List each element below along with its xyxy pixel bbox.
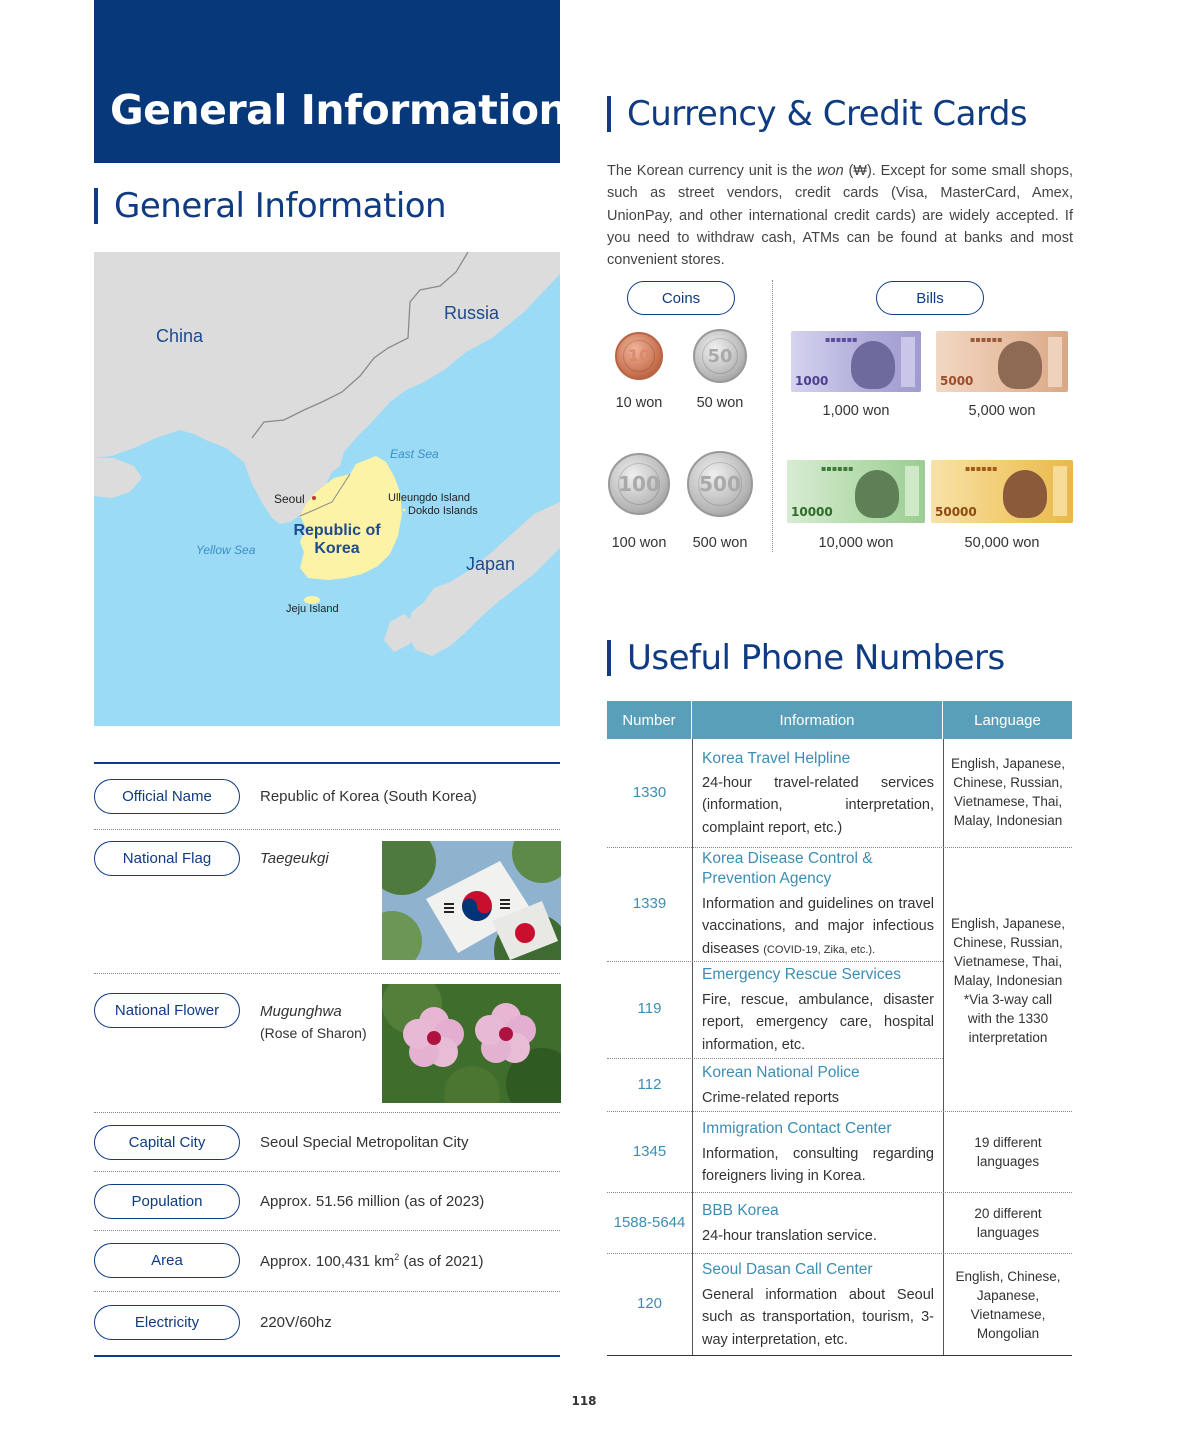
header-language: Language [974,711,1041,729]
languages-group [944,914,1072,1047]
area-value-post: (as of 2021) [399,1253,484,1270]
map-label-korea [290,522,384,558]
language-line: Malay, Indonesian [953,973,1063,988]
phone-number-1339: 1339 [632,895,667,912]
map-label-japan: Japan [466,554,516,574]
bill-50000-portrait [1003,470,1047,518]
service-desc-bbb: 24-hour translation service. [702,1228,877,1244]
service-name-119: Emergency Rescue Services [702,966,901,983]
coin-500-face: 500 [698,462,743,507]
language-line: with the 1330 [967,1011,1049,1026]
bill-50000-text: ▪▪▪▪▪▪ [965,464,998,473]
coin-10 [615,332,663,380]
service-desc-1339 [702,893,934,961]
bill-50000-face: 50000 [935,505,977,519]
header-information: Information [692,701,943,739]
national-flag-label: National Flag [94,841,240,876]
service-name-1339-line2: Prevention Agency [702,870,832,887]
coin-10-caption: 10 won [615,395,663,411]
official-name-value: Republic of Korea (South Korea) [260,788,477,805]
heading-bar [607,640,611,676]
phone-table-header [607,701,1072,739]
coin-100-face: 100 [618,463,660,505]
title-banner [94,0,568,163]
language-line: interpretation [968,1030,1048,1045]
coin-100-caption: 100 won [611,535,667,551]
info-separator [94,1171,560,1172]
national-flower-sub: (Rose of Sharon) [260,1025,367,1041]
map-label-jeju: Jeju Island [286,603,339,615]
bill-1000-face: 1000 [795,374,829,388]
coin-500-caption: 500 won [692,535,748,551]
national-flower-label: National Flower [94,993,240,1028]
service-desc-112: Crime-related reports [702,1090,839,1106]
phone-number-112: 112 [637,1076,662,1093]
info-top-rule [94,762,560,764]
area-label: Area [94,1243,240,1278]
bill-10000-text: ▪▪▪▪▪▪ [821,464,854,473]
service-desc-120: General information about Seoul such as transportation, tourism, 3-way interpretation, etc. [702,1287,934,1348]
languages-1330 [944,754,1072,830]
info-separator [94,1291,560,1292]
language-line: *Via 3-way call [963,992,1053,1007]
bill-5000 [936,331,1068,392]
map-label-china: China [156,326,204,346]
flower-photo [382,984,561,1103]
service-desc-1339-main: Information and guidelines on travel vaccinations, and major infectious diseases [702,896,934,957]
language-line: Vietnamese, Thai, [953,794,1063,809]
row-separator [607,1192,1072,1193]
currency-intro-rest: (₩). Except for some small shops, such as street vendors, credit cards (Visa, MasterCard, Amex, UnionPay, and other international credit cards) are widely accepted. If you need to withdraw cash, ATMs can be found at banks and most convenient stores. [607,163,1073,269]
bill-10000-band [905,466,919,516]
row-separator [607,1058,943,1059]
service-name-1339 [702,849,873,889]
map-label-korea-line2: Korea [314,540,360,557]
language-line: Malay, Indonesian [953,813,1063,828]
currency-intro-start: The Korean currency unit is the [607,163,818,179]
language-line: 20 different [974,1206,1042,1221]
info-separator [94,1112,560,1113]
table-bottom-rule [607,1355,1072,1356]
service-name-bbb: BBB Korea [702,1202,779,1219]
header-number: Number [607,701,692,739]
service-name-1345: Immigration Contact Center [702,1120,892,1137]
language-line: languages [976,1225,1040,1240]
bills-label: Bills [876,281,984,315]
area-value-sup: 2 [394,1252,400,1262]
service-desc-1339-small: (COVID-19, Zika, etc.). [763,943,876,956]
bill-10000-face: 10000 [791,505,833,519]
bill-5000-face: 5000 [940,374,974,388]
coin-50-face: 50 [702,338,738,374]
phones-heading [607,638,1005,678]
phone-number-1345: 1345 [632,1143,667,1160]
phone-number-119: 119 [637,1000,662,1017]
bill-1000-portrait [851,341,895,389]
table-col-line [692,739,693,1356]
language-line: Chinese, Russian, [953,935,1063,950]
phone-number-120: 120 [636,1295,663,1312]
national-flag-value: Taegeukgi [260,850,329,867]
language-line: Chinese, Russian, [953,775,1063,790]
capital-city-value: Seoul Special Metropolitan City [260,1134,469,1151]
coin-100 [608,453,670,515]
bill-1000 [791,331,921,392]
row-separator [607,1111,1072,1112]
capital-city-label: Capital City [94,1125,240,1160]
service-desc-1345: Information, consulting regarding foreigners living in Korea. [702,1146,934,1185]
page-number: 118 [571,1394,597,1408]
languages-1588 [944,1204,1072,1242]
currency-title: Currency & Credit Cards [627,94,1028,134]
phone-number-1330: 1330 [632,784,667,801]
table-col-line [943,739,944,1356]
row-separator [607,1253,1072,1254]
coin-50 [693,329,747,383]
language-line: English, Japanese, [950,756,1066,771]
bill-1000-caption: 1,000 won [822,403,890,419]
language-line: Vietnamese, [970,1307,1046,1322]
population-label: Population [94,1184,240,1219]
language-line: Japanese, [976,1288,1040,1303]
currency-divider [772,280,773,552]
bill-5000-portrait [998,341,1042,389]
map-label-russia: Russia [444,303,500,323]
row-separator [607,961,943,962]
service-desc-1330: 24-hour travel-related services (information, interpretation, complaint report, etc.) [702,775,934,836]
electricity-label: Electricity [94,1305,240,1340]
coins-label: Coins [627,281,735,315]
language-line: Vietnamese, Thai, [953,954,1063,969]
bill-1000-text: ▪▪▪▪▪▪ [825,335,858,344]
info-bottom-rule [94,1355,560,1357]
info-separator [94,973,560,974]
language-line: English, Japanese, [950,916,1066,931]
bill-50000-band [1053,466,1067,516]
currency-heading [607,94,1027,134]
bill-50000-caption: 50,000 won [964,535,1040,551]
phones-title: Useful Phone Numbers [627,638,1005,678]
service-name-120: Seoul Dasan Call Center [702,1261,873,1278]
bill-1000-band [901,337,915,387]
electricity-value: 220V/60hz [260,1314,332,1331]
language-line: Mongolian [976,1326,1040,1341]
map-label-korea-line1: Republic of [293,522,381,539]
language-line: English, Chinese, [955,1269,1061,1284]
language-line: 19 different [974,1135,1042,1150]
row-separator [607,847,1072,848]
coin-50-caption: 50 won [696,395,744,411]
service-desc-119: Fire, rescue, ambulance, disaster report, emergency care, hospital information, etc. [702,992,934,1053]
area-value [260,1252,483,1270]
map-label-east-sea: East Sea [390,447,439,461]
flag-photo [382,841,561,960]
coin-500 [687,451,753,517]
service-name-1339-line1: Korea Disease Control & [702,850,873,867]
currency-intro [607,160,1073,271]
area-value-main: Approx. 100,431 km [260,1253,395,1270]
heading-bar [607,96,611,132]
map-label-ulleungdo: Ulleungdo Island [388,492,470,504]
korea-map [94,252,560,726]
map-label-dokdo: Dokdo Islands [408,505,478,517]
info-separator [94,829,560,830]
languages-1345 [944,1133,1072,1171]
info-separator [94,1230,560,1231]
bill-5000-text: ▪▪▪▪▪▪ [970,335,1003,344]
service-name-112: Korean National Police [702,1064,860,1081]
banner-title: General Information [110,86,568,134]
coin-10-face: 10 [623,340,655,372]
general-info-title: General Information [114,186,447,226]
bill-5000-caption: 5,000 won [968,403,1036,419]
bill-10000-caption: 10,000 won [818,535,894,551]
bill-10000-portrait [855,470,899,518]
national-flower-value: Mugunghwa [260,1003,342,1020]
bill-5000-band [1048,337,1062,387]
population-value: Approx. 51.56 million (as of 2023) [260,1193,485,1210]
map-label-yellow-sea: Yellow Sea [196,543,256,557]
map-label-seoul: Seoul [274,492,305,506]
bill-10000 [787,460,925,523]
language-line: languages [976,1154,1040,1169]
currency-intro-won: won [817,163,844,179]
phone-number-1588-5644: 1588-5644 [613,1214,686,1231]
languages-120 [944,1267,1072,1343]
official-name-label: Official Name [94,779,240,814]
service-name-1330: Korea Travel Helpline [702,750,851,767]
heading-bar [94,188,98,224]
bill-50000 [931,460,1073,523]
general-info-heading [94,186,446,226]
